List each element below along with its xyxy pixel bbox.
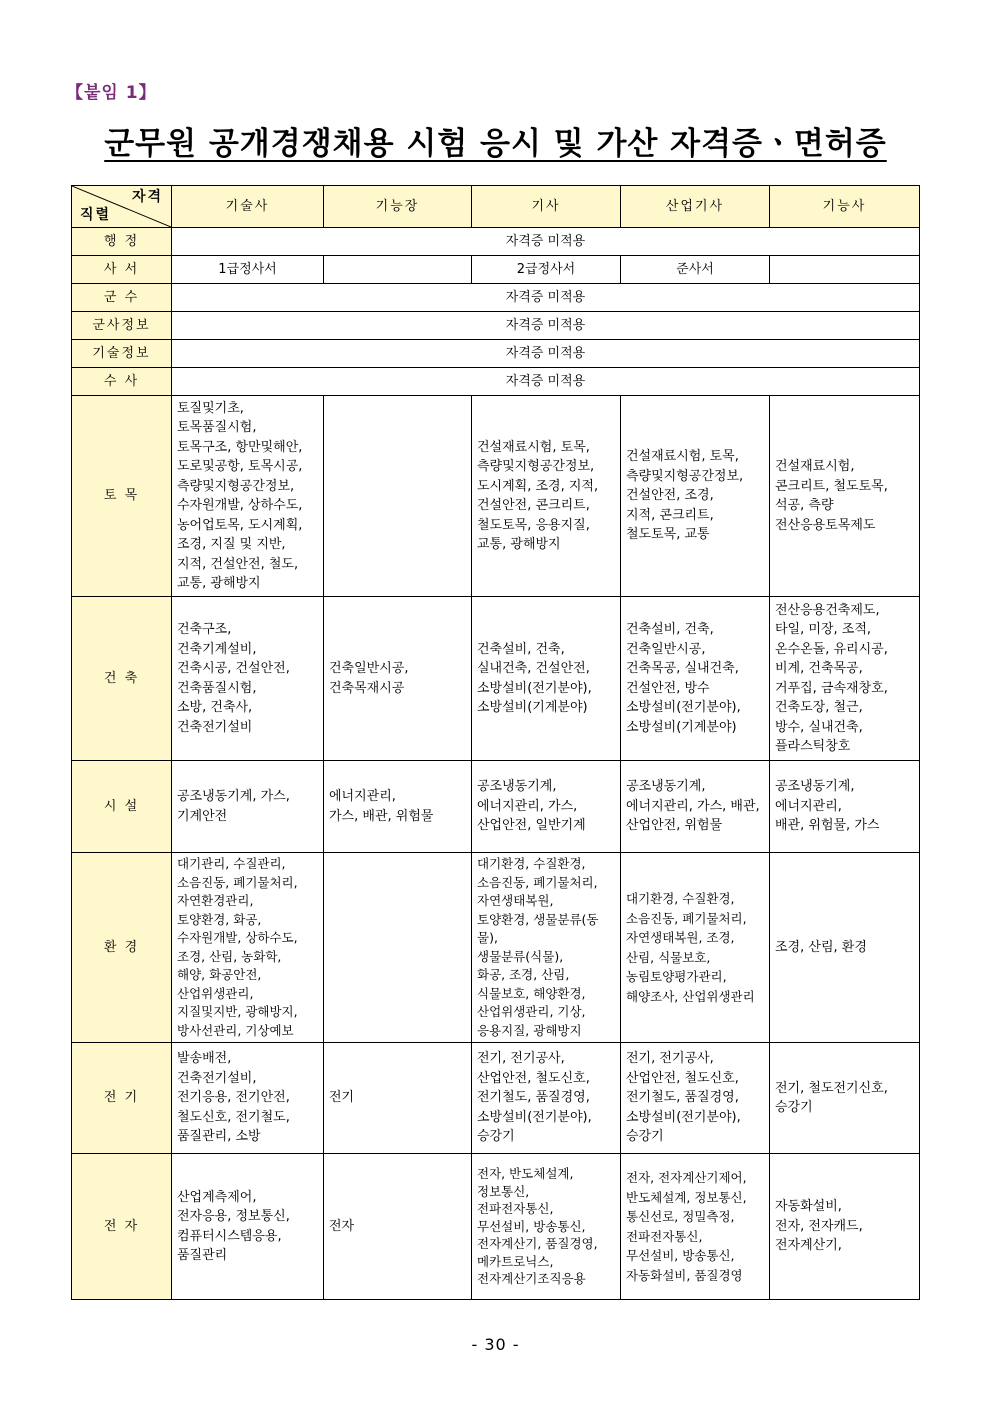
table-row-civil <box>72 396 920 597</box>
row-header-elec: 전 기 <box>72 1043 172 1154</box>
cell-env-c5: 조경, 산림, 환경 <box>770 853 920 1043</box>
table-row-supply <box>72 284 920 312</box>
table-row-techintel <box>72 340 920 368</box>
attachment-label: 【붙임 1】 <box>66 83 157 103</box>
cell-civil-c3: 건설재료시험, 토목, 측량및지형공간정보, 도시계획, 조경, 지적, 건설안전, 콘크리트, 철도토목, 응용지질, 교통, 광해방지 <box>472 396 621 597</box>
row-header-clerk: 사 서 <box>72 256 172 284</box>
row-header-intel: 군사정보 <box>72 312 172 340</box>
cell-elec-c4: 전기, 전기공사, 산업안전, 철도신호, 전기철도, 품질경영, 소방설비(전기분야), 승강기 <box>621 1043 770 1154</box>
row-header-investigation: 수 사 <box>72 368 172 396</box>
corner-row-label: 직렬 <box>80 206 112 223</box>
cell-electronics-c3: 전자, 반도체설계, 정보통신, 전파전자통신, 무선설비, 방송통신, 전자계산기, 품질경영, 메카트로닉스, 전자계산기조직응용 <box>472 1154 621 1300</box>
col-header-craftsman: 기능사 <box>770 186 920 228</box>
col-header-master-craftsman: 기능장 <box>324 186 472 228</box>
table-row-elec <box>72 1043 920 1154</box>
cell-electronics-c4: 전자, 전자계산기제어, 반도체설계, 정보통신, 통신선로, 정밀측정, 전파전자통신, 무선설비, 방송통신, 자동화설비, 품질경영 <box>621 1154 770 1300</box>
col-header-industrial-engineer: 산업기사 <box>621 186 770 228</box>
title-text: 군무원 공개경쟁채용 시험 응시 및 가산 자격증ㆍ면허증 <box>104 126 887 162</box>
row-header-env: 환 경 <box>72 853 172 1043</box>
corner-col-label: 자격 <box>131 189 163 205</box>
cell-civil-c5: 건설재료시험, 콘크리트, 철도토목, 석공, 측량 전산응용토목제도 <box>770 396 920 597</box>
cell-civil-c4: 건설재료시험, 토목, 측량및지형공간정보, 건설안전, 조경, 지적, 콘크리트, 철도토목, 교통 <box>621 396 770 597</box>
cell-clerk-c2 <box>324 256 472 284</box>
header-corner <box>72 186 172 228</box>
cell-electronics-c2: 전자 <box>324 1154 472 1300</box>
table-row-admin <box>72 228 920 256</box>
page-number: - 30 - <box>471 1335 520 1354</box>
row-header-admin: 행 정 <box>72 228 172 256</box>
cell-arch-c5: 전산응용건축제도, 타일, 미장, 조적, 온수온돌, 유리시공, 비계, 건축목공, 거푸집, 금속재창호, 건축도장, 철근, 방수, 실내건축, 플라스틱창호 <box>770 597 920 761</box>
row-header-supply: 군 수 <box>72 284 172 312</box>
cell-elec-c1: 발송배전, 건축전기설비, 전기응용, 전기안전, 철도신호, 전기철도, 품질관리, 소방 <box>172 1043 324 1154</box>
cell-civil-c2 <box>324 396 472 597</box>
cell-facility-c1: 공조냉동기계, 가스, 기계안전 <box>172 761 324 853</box>
cell-clerk-c1: 1급정사서 <box>172 256 324 284</box>
cell-intel-note: 자격증 미적용 <box>172 312 920 340</box>
table-row-intel <box>72 312 920 340</box>
table-row-facility <box>72 761 920 853</box>
cell-facility-c5: 공조냉동기계, 에너지관리, 배관, 위험물, 가스 <box>770 761 920 853</box>
col-header-professional-engineer: 기술사 <box>172 186 324 228</box>
cell-arch-c2: 건축일반시공, 건축목재시공 <box>324 597 472 761</box>
row-header-civil: 토 목 <box>72 396 172 597</box>
table-row-arch <box>72 597 920 761</box>
cell-clerk-c3: 2급정사서 <box>472 256 621 284</box>
cell-elec-c5: 전기, 철도전기신호, 승강기 <box>770 1043 920 1154</box>
table-row-env <box>72 853 920 1043</box>
certificate-table <box>71 185 920 1300</box>
cell-arch-c4: 건축설비, 건축, 건축일반시공, 건축목공, 실내건축, 건설안전, 방수 소방설비(전기분야), 소방설비(기계분야) <box>621 597 770 761</box>
cell-facility-c3: 공조냉동기계, 에너지관리, 가스, 산업안전, 일반기계 <box>472 761 621 853</box>
cell-investigation-note: 자격증 미적용 <box>172 368 920 396</box>
row-header-arch: 건 축 <box>72 597 172 761</box>
cell-env-c4: 대기환경, 수질환경, 소음진동, 폐기물처리, 자연생태복원, 조경, 산림, 식물보호, 농림토양평가관리, 해양조사, 산업위생관리 <box>621 853 770 1043</box>
cell-admin-note: 자격증 미적용 <box>172 228 920 256</box>
cell-elec-c3: 전기, 전기공사, 산업안전, 철도신호, 전기철도, 품질경영, 소방설비(전기분야), 승강기 <box>472 1043 621 1154</box>
cell-clerk-c4: 준사서 <box>621 256 770 284</box>
cell-elec-c2: 전기 <box>324 1043 472 1154</box>
table-row-electronics <box>72 1154 920 1300</box>
cell-env-c1: 대기관리, 수질관리, 소음진동, 폐기물처리, 자연환경관리, 토양환경, 화공, 수자원개발, 상하수도, 조경, 산림, 농화학, 해양, 화공안전, 산업위생관리, 지질및지반, 광해방지, 방사선관리, 기상예보 <box>172 853 324 1043</box>
row-header-techintel: 기술정보 <box>72 340 172 368</box>
header-row <box>72 186 920 228</box>
cell-facility-c4: 공조냉동기계, 에너지관리, 가스, 배관, 산업안전, 위험물 <box>621 761 770 853</box>
cell-env-c2 <box>324 853 472 1043</box>
cell-clerk-c5 <box>770 256 920 284</box>
cell-electronics-c5: 자동화설비, 전자, 전자캐드, 전자계산기, <box>770 1154 920 1300</box>
cell-arch-c3: 건축설비, 건축, 실내건축, 건설안전, 소방설비(전기분야), 소방설비(기계분야) <box>472 597 621 761</box>
cell-env-c3: 대기환경, 수질환경, 소음진동, 폐기물처리, 자연생태복원, 토양환경, 생물분류(동물), 생물분류(식물), 화공, 조경, 산림, 식물보호, 해양환경, 산업위생관리, 기상, 응용지질, 광해방지 <box>472 853 621 1043</box>
table-row-clerk <box>72 256 920 284</box>
cell-electronics-c1: 산업계측제어, 전자응용, 정보통신, 컴퓨터시스템응용, 품질관리 <box>172 1154 324 1300</box>
row-header-facility: 시 설 <box>72 761 172 853</box>
page-title <box>0 118 991 163</box>
cell-arch-c1: 건축구조, 건축기계설비, 건축시공, 건설안전, 건축품질시험, 소방, 건축사, 건축전기설비 <box>172 597 324 761</box>
col-header-engineer: 기사 <box>472 186 621 228</box>
cell-supply-note: 자격증 미적용 <box>172 284 920 312</box>
table-row-investigation <box>72 368 920 396</box>
cell-techintel-note: 자격증 미적용 <box>172 340 920 368</box>
row-header-electronics: 전 자 <box>72 1154 172 1300</box>
cell-civil-c1: 토질및기초, 토목품질시험, 토목구조, 항만및해안, 도로및공항, 토목시공, 측량및지형공간정보, 수자원개발, 상하수도, 농어업토목, 도시계획, 조경, 지질 및 지반, 지적, 건설안전, 철도, 교통, 광해방지 <box>172 396 324 597</box>
cell-facility-c2: 에너지관리, 가스, 배관, 위험물 <box>324 761 472 853</box>
